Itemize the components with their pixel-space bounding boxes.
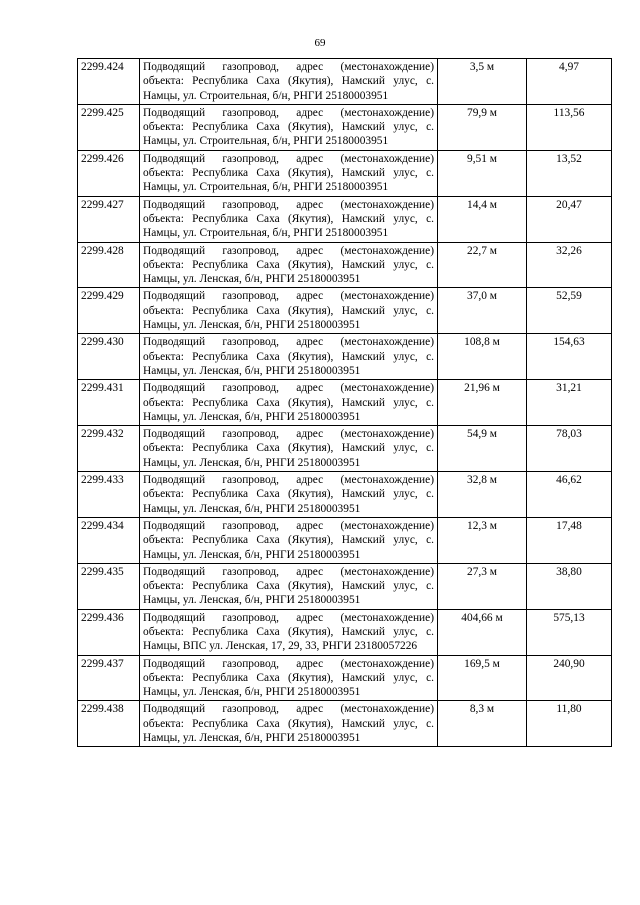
item-value-cell: 17,48 [527, 517, 612, 563]
item-length-cell: 32,8 м [438, 472, 527, 518]
item-length-cell: 14,4 м [438, 196, 527, 242]
table-row [78, 380, 612, 426]
item-number-cell: 2299.426 [78, 150, 140, 196]
item-description-cell: Подводящий газопровод, адрес (местонахождение) объекта: Республика Саха (Якутия), Намский улус, с. Намцы, ул. Ленская, б/н, РНГИ 25180003951 [140, 472, 438, 518]
table-row [78, 701, 612, 747]
item-value-cell: 46,62 [527, 472, 612, 518]
table-row [78, 517, 612, 563]
registry-table-body [78, 59, 612, 747]
property-registry-table [77, 58, 612, 747]
item-value-cell: 31,21 [527, 380, 612, 426]
item-length-cell: 12,3 м [438, 517, 527, 563]
item-number-cell: 2299.437 [78, 655, 140, 701]
table-row [78, 563, 612, 609]
item-length-cell: 27,3 м [438, 563, 527, 609]
item-length-cell: 404,66 м [438, 609, 527, 655]
item-number-cell: 2299.436 [78, 609, 140, 655]
item-number-cell: 2299.427 [78, 196, 140, 242]
table-row [78, 472, 612, 518]
item-value-cell: 52,59 [527, 288, 612, 334]
item-value-cell: 78,03 [527, 426, 612, 472]
item-description-cell: Подводящий газопровод, адрес (местонахождение) объекта: Республика Саха (Якутия), Намский улус, с. Намцы, ул. Строительная, б/н, РНГИ 25180003951 [140, 150, 438, 196]
item-value-cell: 575,13 [527, 609, 612, 655]
item-number-cell: 2299.435 [78, 563, 140, 609]
item-number-cell: 2299.434 [78, 517, 140, 563]
item-description-cell: Подводящий газопровод, адрес (местонахождение) объекта: Республика Саха (Якутия), Намский улус, с. Намцы, ул. Строительная, б/н, РНГИ 25180003951 [140, 104, 438, 150]
item-description-cell: Подводящий газопровод, адрес (местонахождение) объекта: Республика Саха (Якутия), Намский улус, с. Намцы, ул. Строительная, б/н, РНГИ 25180003951 [140, 196, 438, 242]
item-length-cell: 108,8 м [438, 334, 527, 380]
item-description-cell: Подводящий газопровод, адрес (местонахождение) объекта: Республика Саха (Якутия), Намский улус, с. Намцы, ул. Ленская, б/н, РНГИ 25180003951 [140, 334, 438, 380]
item-value-cell: 154,63 [527, 334, 612, 380]
item-length-cell: 3,5 м [438, 59, 527, 105]
item-length-cell: 9,51 м [438, 150, 527, 196]
item-value-cell: 113,56 [527, 104, 612, 150]
item-value-cell: 4,97 [527, 59, 612, 105]
item-value-cell: 20,47 [527, 196, 612, 242]
item-value-cell: 240,90 [527, 655, 612, 701]
table-row [78, 655, 612, 701]
item-length-cell: 54,9 м [438, 426, 527, 472]
item-number-cell: 2299.433 [78, 472, 140, 518]
item-value-cell: 11,80 [527, 701, 612, 747]
item-description-cell: Подводящий газопровод, адрес (местонахождение) объекта: Республика Саха (Якутия), Намский улус, с. Намцы, ул. Ленская, б/н, РНГИ 25180003951 [140, 517, 438, 563]
item-description-cell: Подводящий газопровод, адрес (местонахождение) объекта: Республика Саха (Якутия), Намский улус, с. Намцы, ул. Ленская, б/н, РНГИ 25180003951 [140, 242, 438, 288]
item-number-cell: 2299.432 [78, 426, 140, 472]
item-number-cell: 2299.438 [78, 701, 140, 747]
item-description-cell: Подводящий газопровод, адрес (местонахождение) объекта: Республика Саха (Якутия), Намский улус, с. Намцы, ул. Ленская, б/н, РНГИ 25180003951 [140, 563, 438, 609]
item-length-cell: 169,5 м [438, 655, 527, 701]
item-description-cell: Подводящий газопровод, адрес (местонахождение) объекта: Республика Саха (Якутия), Намский улус, с. Намцы, ул. Строительная, б/н, РНГИ 25180003951 [140, 59, 438, 105]
table-row [78, 609, 612, 655]
table-row [78, 59, 612, 105]
item-length-cell: 79,9 м [438, 104, 527, 150]
item-number-cell: 2299.425 [78, 104, 140, 150]
item-value-cell: 38,80 [527, 563, 612, 609]
item-number-cell: 2299.429 [78, 288, 140, 334]
table-row [78, 426, 612, 472]
item-value-cell: 32,26 [527, 242, 612, 288]
item-description-cell: Подводящий газопровод, адрес (местонахождение) объекта: Республика Саха (Якутия), Намский улус, с. Намцы, ул. Ленская, б/н, РНГИ 25180003951 [140, 426, 438, 472]
table-row [78, 150, 612, 196]
item-length-cell: 22,7 м [438, 242, 527, 288]
item-description-cell: Подводящий газопровод, адрес (местонахождение) объекта: Республика Саха (Якутия), Намский улус, с. Намцы, ул. Ленская, б/н, РНГИ 25180003951 [140, 380, 438, 426]
page-number: 69 [314, 37, 326, 49]
table-row [78, 104, 612, 150]
item-value-cell: 13,52 [527, 150, 612, 196]
table-row [78, 196, 612, 242]
item-number-cell: 2299.428 [78, 242, 140, 288]
item-description-cell: Подводящий газопровод, адрес (местонахождение) объекта: Республика Саха (Якутия), Намский улус, с. Намцы, ул. Ленская, б/н, РНГИ 25180003951 [140, 701, 438, 747]
table-row [78, 288, 612, 334]
item-length-cell: 37,0 м [438, 288, 527, 334]
table-row [78, 242, 612, 288]
item-length-cell: 8,3 м [438, 701, 527, 747]
item-length-cell: 21,96 м [438, 380, 527, 426]
item-number-cell: 2299.430 [78, 334, 140, 380]
item-number-cell: 2299.424 [78, 59, 140, 105]
item-number-cell: 2299.431 [78, 380, 140, 426]
item-description-cell: Подводящий газопровод, адрес (местонахождение) объекта: Республика Саха (Якутия), Намский улус, с. Намцы, ул. Ленская, б/н, РНГИ 25180003951 [140, 655, 438, 701]
table-row [78, 334, 612, 380]
item-description-cell: Подводящий газопровод, адрес (местонахождение) объекта: Республика Саха (Якутия), Намский улус, с. Намцы, ул. Ленская, б/н, РНГИ 25180003951 [140, 288, 438, 334]
item-description-cell: Подводящий газопровод, адрес (местонахождение) объекта: Республика Саха (Якутия), Намский улус, с. Намцы, ВПС ул. Ленская, 17, 29, 33, РНГИ 23180057226 [140, 609, 438, 655]
